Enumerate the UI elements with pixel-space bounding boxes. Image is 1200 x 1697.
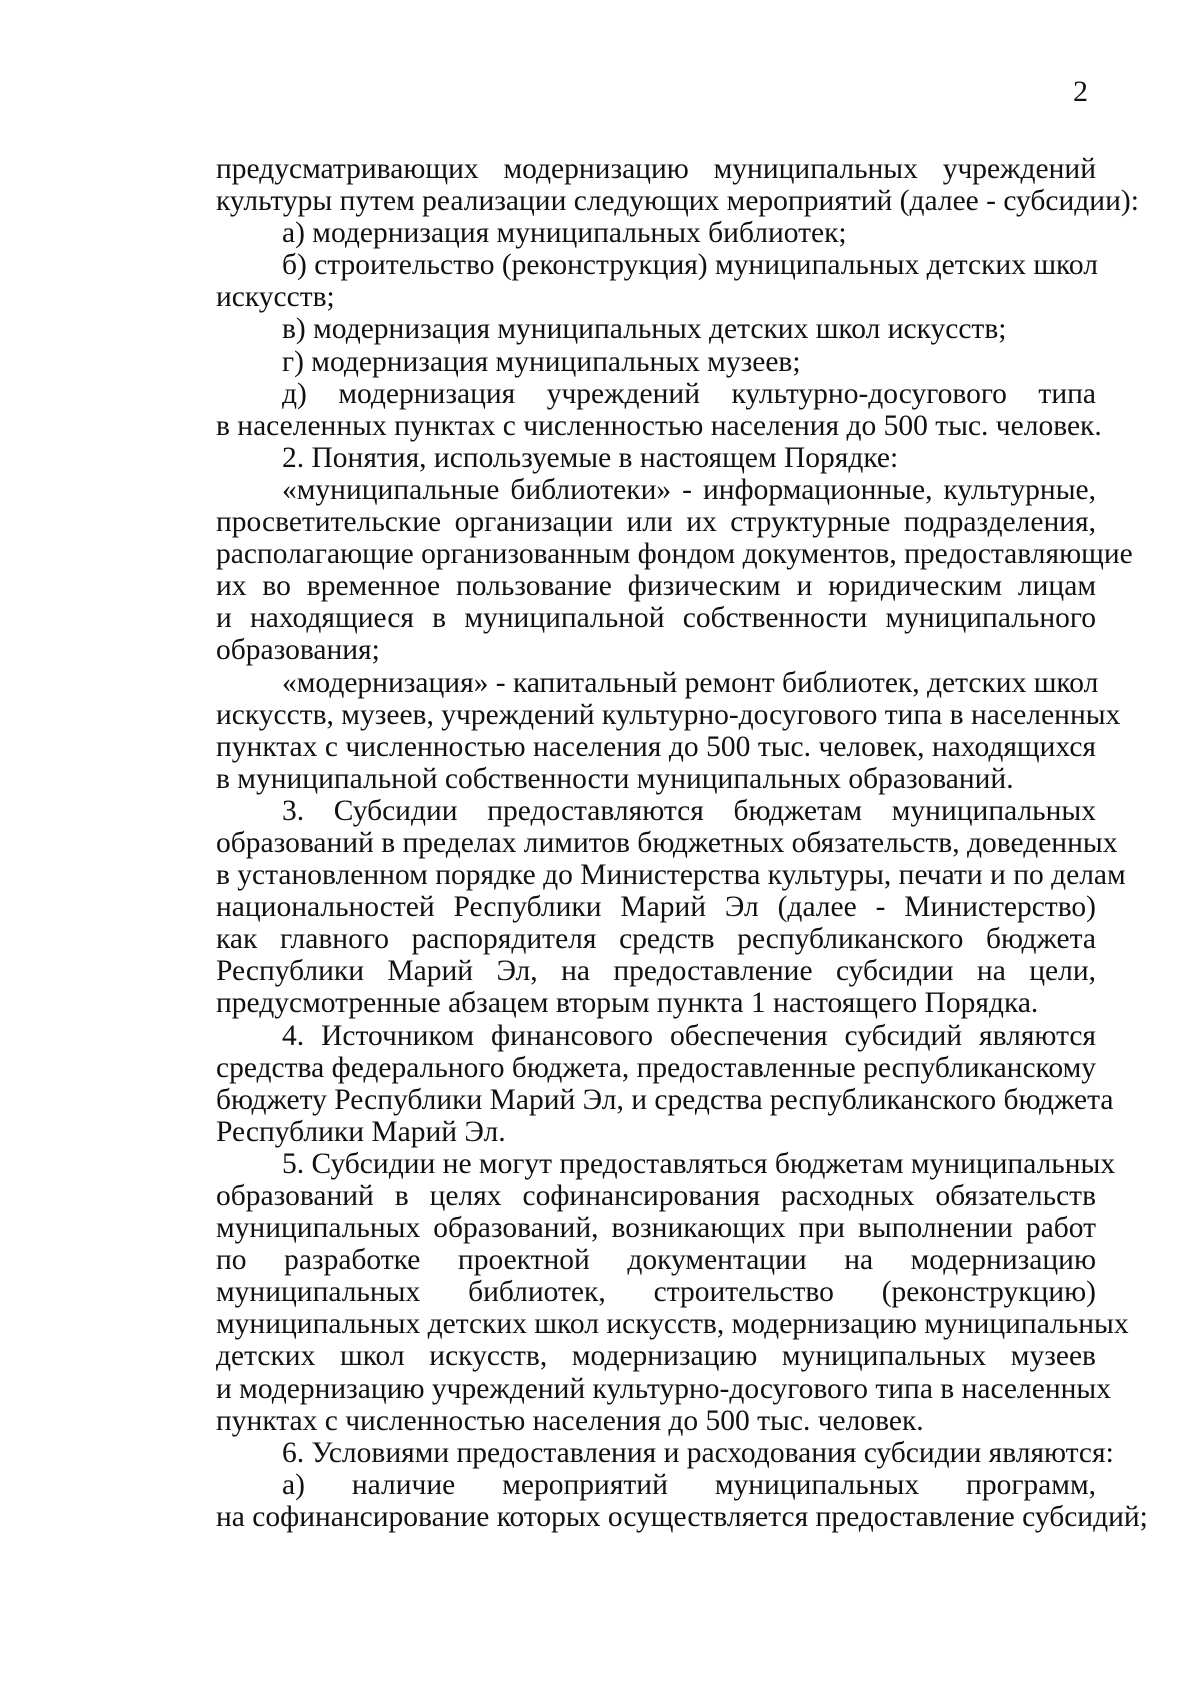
text-line: детских школ искусств, модернизацию муниципальных музеев [216,1340,1096,1373]
text-line: муниципальных детских школ искусств, модернизацию муниципальных [216,1308,1129,1341]
text-line: образования; [216,634,380,667]
document-body [216,153,1148,1533]
text-line: образований в целях софинансирования расходных обязательств [216,1180,1096,1212]
text-line: образований в пределах лимитов бюджетных обязательств, доведенных [216,826,1118,859]
text-line: 5. Субсидии не могут предоставляться бюджетам муниципальных [282,1147,1116,1180]
text-line: в установленном порядке до Министерства культуры, печати и по делам [216,859,1126,892]
text-line: в) модернизация муниципальных детских школ искусств; [282,313,1007,346]
text-line: бюджету Республики Марий Эл, и средства республиканского бюджета [216,1083,1114,1116]
text-line: в муниципальной собственности муниципальных образований. [216,762,1014,795]
text-line: предусмотренные абзацем вторым пункта 1 настоящего Порядка. [216,987,1039,1020]
text-line: а) наличие мероприятий муниципальных программ, [282,1468,1096,1501]
text-line: располагающие организованным фондом документов, предоставляющие [216,538,1133,571]
text-line: Республики Марий Эл, на предоставление субсидии на цели, [216,955,1096,988]
text-line: 6. Условиями предоставления и расходования субсидии являются: [282,1436,1114,1469]
text-line: «муниципальные библиотеки» - информационные, культурные, [282,473,1096,506]
text-line: 3. Субсидии предоставляются бюджетам муниципальных [282,794,1096,827]
text-line: культуры путем реализации следующих мероприятий (далее - субсидии): [216,185,1139,218]
text-line: по разработке проектной документации на модернизацию [216,1244,1096,1277]
text-line: б) строительство (реконструкция) муниципальных детских школ [282,249,1098,282]
text-line: просветительские организации или их структурные подразделения, [216,506,1096,539]
text-line: 2. Понятия, используемые в настоящем Порядке: [282,441,899,474]
text-line: искусств; [216,281,335,314]
text-line: муниципальных библиотек, строительство (реконструкцию) [216,1276,1096,1309]
text-line: национальностей Республики Марий Эл (далее - Министерство) [216,891,1096,924]
text-line: муниципальных образований, возникающих при выполнении работ [216,1212,1096,1245]
text-line: как главного распорядителя средств республиканского бюджета [216,923,1096,956]
text-line: а) модернизация муниципальных библиотек; [282,217,847,250]
text-line: «модернизация» - капитальный ремонт библиотек, детских школ [282,666,1099,699]
text-line: д) модернизация учреждений культурно-досугового типа [282,377,1096,410]
page-number: 2 [1073,75,1088,108]
text-line: в населенных пунктах с численностью населения до 500 тыс. человек. [216,409,1102,442]
text-line: средства федерального бюджета, предоставленные республиканскому [216,1051,1096,1084]
text-line: пунктах с численностью населения до 500 тыс. человек, находящихся [216,730,1096,763]
text-line: пунктах с численностью населения до 500 тыс. человек. [216,1404,924,1437]
text-line: предусматривающих модернизацию муниципальных учреждений [216,153,1096,185]
text-line: искусств, музеев, учреждений культурно-досугового типа в населенных [216,698,1121,731]
text-line: их во временное пользование физическим и юридическим лицам [216,570,1096,603]
text-line: 4. Источником финансового обеспечения субсидий являются [282,1019,1096,1052]
text-line: на софинансирование которых осуществляется предоставление субсидий; [216,1500,1148,1533]
text-line: Республики Марий Эл. [216,1115,506,1148]
text-line: и модернизацию учреждений культурно-досугового типа в населенных [216,1372,1111,1405]
text-line: г) модернизация муниципальных музеев; [282,345,801,378]
text-line: и находящиеся в муниципальной собственности муниципального [216,602,1096,635]
